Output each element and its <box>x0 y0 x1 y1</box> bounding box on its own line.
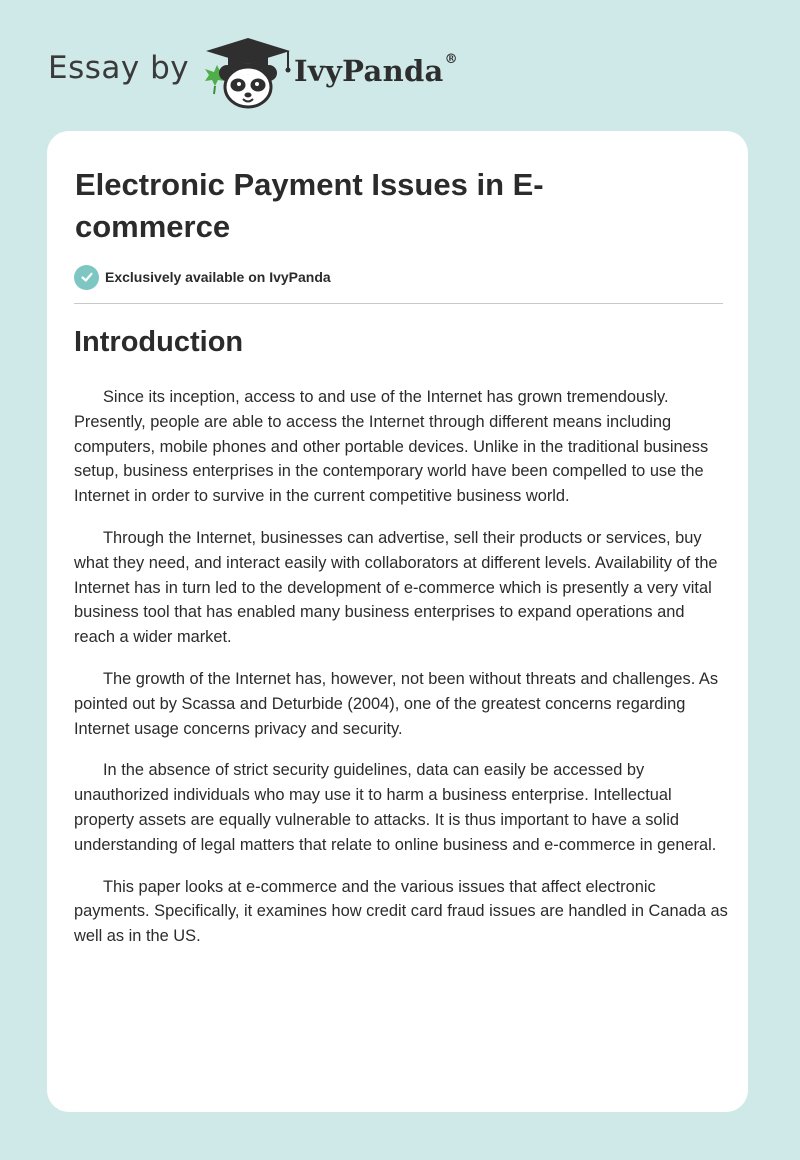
essay-body <box>74 385 729 966</box>
paragraph: In the absence of strict security guidelines, data can easily be accessed by unauthorized individuals who may use it to harm a business enterprise. Intellectual property assets are equally vulnerable to attacks. It is thus important to have a solid understanding of legal matters that relate to online business and e-commerce in general. <box>74 761 717 854</box>
paragraph: Since its inception, access to and use of the Internet has grown tremendously. Presently, people are able to access the Internet through different means including computers, mobile phones and other portable devices. Unlike in the traditional business setup, business enterprises in the contemporary world have been compelled to use the Internet in order to survive in the current competitive business world. <box>74 388 709 506</box>
brand-name-text: IvyPanda <box>294 54 444 88</box>
paragraph: The growth of the Internet has, however, not been without threats and challenges. As pointed out by Scassa and Deturbide (2004), one of the greatest concerns regarding Internet usage concerns privacy and security. <box>74 669 719 738</box>
checkmark-icon <box>74 265 99 290</box>
essay-card <box>47 131 748 1112</box>
section-heading-introduction: Introduction <box>74 326 244 358</box>
exclusive-badge <box>74 264 331 290</box>
exclusive-badge-text: Exclusively available on IvyPanda <box>105 269 331 285</box>
site-header <box>0 0 800 130</box>
title-divider <box>74 303 723 304</box>
paragraph: This paper looks at e-commerce and the various issues that affect electronic payments. Specifically, it examines how credit card fraud issues are handled in Canada as well as in the US. <box>74 877 728 946</box>
essay-by-label: Essay by <box>48 50 190 86</box>
registered-mark: ® <box>444 52 458 67</box>
essay-title: Electronic Payment Issues in E-commerce <box>75 167 544 244</box>
panda-logo-icon[interactable] <box>200 34 296 110</box>
paragraph: Through the Internet, businesses can advertise, sell their products or services, buy what they need, and interact easily with collaborators at different levels. Availability of the Internet has in turn led to the development of e-commerce which is presently a very vital business tool that has enabled many business enterprises to expand operations and reach a wider market. <box>74 528 718 647</box>
brand-name[interactable] <box>294 54 458 88</box>
